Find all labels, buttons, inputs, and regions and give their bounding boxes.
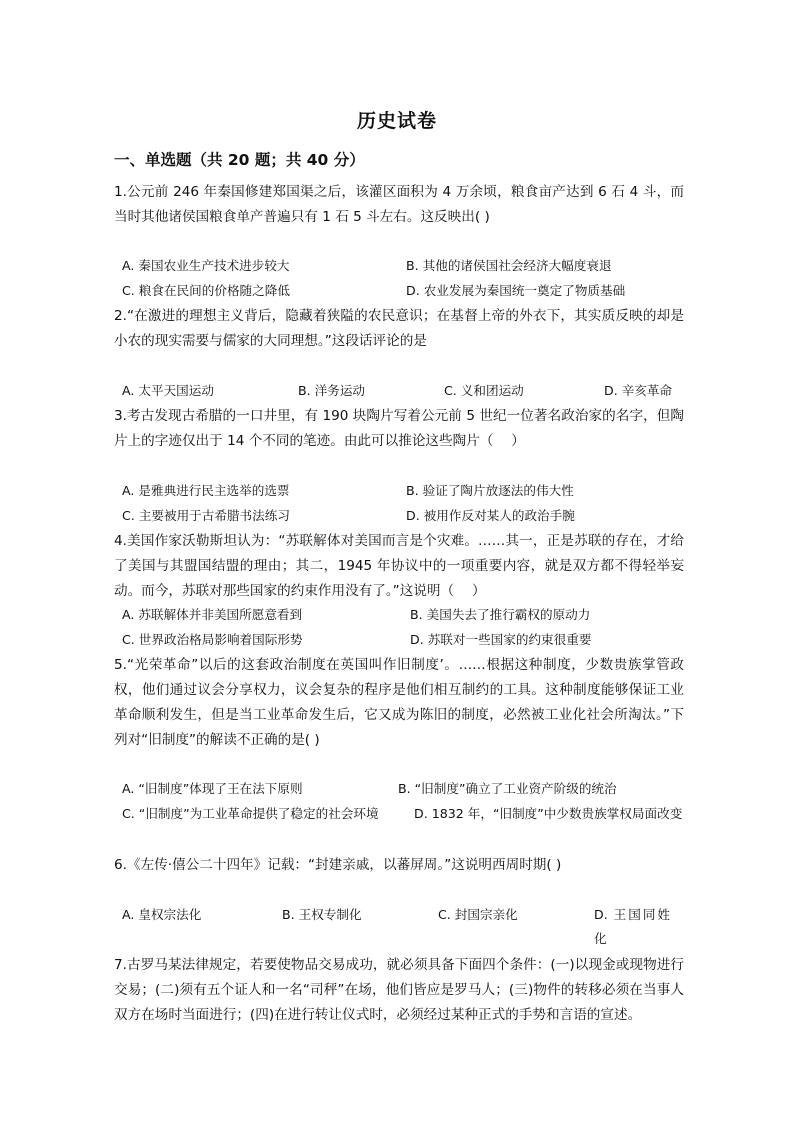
question-4-stem: 4.美国作家沃勒斯坦认为：“苏联解体对美国而言是个灾难。……其一，正是苏联的存在，才给了美国与其盟国结盟的理由；其二，1945 年协议中的一项重要内容，就是双方都不得轻举妄动。而今，苏联对那些国家的约束作用没有了。”这说明（ ） <box>114 533 684 599</box>
page-title: 历史试卷 <box>356 110 437 132</box>
question-2-option-a[interactable]: A. 太平天国运动 <box>122 383 214 398</box>
question-4-option-a[interactable]: A. 苏联解体并非美国所愿意看到 <box>122 607 303 622</box>
question-3-option-c[interactable]: C. 主要被用于古希腊书法练习 <box>122 508 290 523</box>
question-4-option-d[interactable]: D. 苏联对一些国家的约束很重要 <box>410 632 592 647</box>
question-6-stem: 6.《左传·僖公二十四年》记载：“封建亲戚，以蕃屏周。”这说明西周时期( ) <box>114 857 562 873</box>
question-1-option-a[interactable]: A. 秦国农业生产技术进步较大 <box>122 258 290 273</box>
question-5-option-c[interactable]: C. “旧制度”为工业革命提供了稳定的社会环境 <box>122 806 379 821</box>
question-2-option-b[interactable]: B. 洋务运动 <box>298 383 366 398</box>
question-6-option-d[interactable]: D. 王国同姓化 <box>594 907 670 946</box>
question-4-option-c[interactable]: C. 世界政治格局影响着国际形势 <box>122 632 303 647</box>
question-5-option-a[interactable]: A. “旧制度”体现了王在法下原则 <box>122 781 303 796</box>
question-1-stem: 1.公元前 246 年秦国修建郑国渠之后，该灌区面积为 4 万余顷，粮食亩产达到 6 石 4 斗，而当时其他诸侯国粮食单产普遍只有 1 石 5 斗左右。这反映出( ) <box>114 184 684 225</box>
question-6-option-b[interactable]: B. 王权专制化 <box>282 907 362 922</box>
question-1-option-c[interactable]: C. 粮食在民间的价格随之降低 <box>122 283 290 298</box>
question-2-option-d[interactable]: D. 辛亥革命 <box>604 383 673 398</box>
question-5-option-d[interactable]: D. 1832 年，“旧制度”中少数贵族掌权局面改变 <box>414 806 683 821</box>
question-3-option-a[interactable]: A. 是雅典进行民主选举的选票 <box>122 483 290 498</box>
question-5-stem: 5.“光荣革命”以后的这套政治制度在英国叫作旧制度’。……根据这种制度，少数贵族掌管政权，他们通过议会分享权力，议会复杂的程序是他们相互制约的工具。这种制度能够保证工业革命顺利发生，但是当工业革命发生后，它又成为陈旧的制度，必然被工业化社会所淘汰。”下列对“旧制度”的解读不正确的是( ) <box>114 657 684 748</box>
question-3-option-b[interactable]: B. 验证了陶片放逐法的伟大性 <box>406 483 574 498</box>
question-1-option-d[interactable]: D. 农业发展为秦国统一奠定了物质基础 <box>406 283 626 298</box>
section-heading: 一、单选题（共 20 题；共 40 分） <box>114 151 365 169</box>
question-6-option-c[interactable]: C. 封国宗亲化 <box>438 907 518 922</box>
question-2-stem: 2.“在激进的理想主义背后，隐藏着狭隘的农民意识；在基督上帝的外衣下，其实质反映的却是小农的现实需要与儒家的大同理想。”这段话评论的是 <box>114 308 684 349</box>
question-4-option-b[interactable]: B. 美国失去了推行霸权的原动力 <box>410 607 591 622</box>
question-1-option-b[interactable]: B. 其他的诸侯国社会经济大幅度衰退 <box>406 258 612 273</box>
question-2-option-c[interactable]: C. 义和团运动 <box>444 383 524 398</box>
question-5-option-b[interactable]: B. “旧制度”确立了工业资产阶级的统治 <box>398 781 617 796</box>
question-6-option-a[interactable]: A. 皇权宗法化 <box>122 907 202 922</box>
question-3-stem: 3.考古发现古希腊的一口井里，有 190 块陶片写着公元前 5 世纪一位著名政治家的名字，但陶片上的字迹仅出于 14 个不同的笔迹。由此可以推论这些陶片（ ） <box>114 408 684 449</box>
question-3-option-d[interactable]: D. 被用作反对某人的政治手腕 <box>406 508 575 523</box>
question-7-stem: 7.古罗马某法律规定，若要使物品交易成功，就必须具备下面四个条件：(一)以现金或现物进行交易；(二)须有五个证人和一名“司秤”在场，他们皆应是罗马人；(三)物件的转移必须在当事人双方在场时当面进行；(四)在进行转让仪式时，必须经过某种正式的手势和言语的宣述。 <box>114 957 684 1023</box>
